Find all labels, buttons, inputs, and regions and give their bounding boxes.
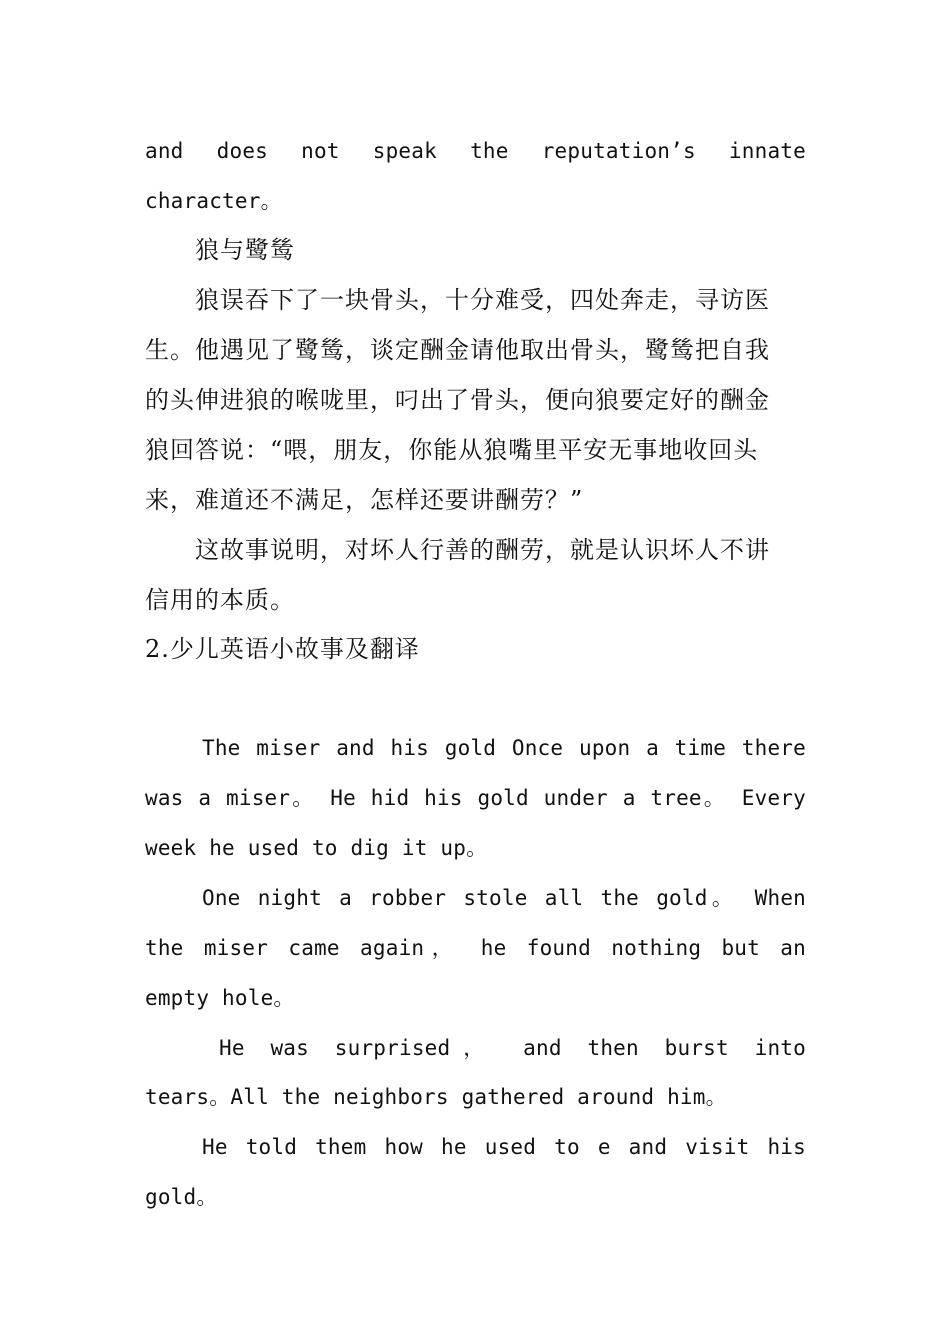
text-line: 这故事说明，对坏人行善的酬劳，就是认识坏人不讲 [195,536,770,564]
text-line: and does not speak the reputation’s innate [145,139,806,163]
text-line: One night a robber stole all the gold。 When [202,886,806,910]
text-line: the miser came again， he found nothing but an [145,936,806,960]
text-line: 的头伸进狼的喉咙里，叼出了骨头，便向狼要定好的酬金 [145,386,770,414]
text-line: 狼误吞下了一块骨头，十分难受，四处奔走，寻访医 [195,286,770,314]
text-line: tears。All the neighbors gathered around him。 [145,1085,727,1109]
text-line: He was surprised， and then burst into [219,1036,806,1060]
text-line: was a miser。 He hid his gold under a tree。 Every [145,786,806,810]
text-line: 来，难道还不满足，怎样还要讲酬劳？” [145,486,584,514]
text-line: 狼回答说：“喂，朋友，你能从狼嘴里平安无事地收回头 [145,436,759,464]
section-title: 狼与鹭鸶 [195,236,295,264]
text-line: empty hole。 [145,986,295,1010]
section-heading: 2.少儿英语小故事及翻译 [145,635,420,663]
text-line: The miser and his gold Once upon a time there [202,736,806,760]
text-line: gold。 [145,1185,218,1209]
text-line: character。 [145,189,282,213]
text-line: He told them how he used to e and visit his [202,1135,806,1159]
text-line: 生。他遇见了鹭鸶，谈定酬金请他取出骨头，鹭鸶把自我 [145,336,770,364]
text-line: 信用的本质。 [145,586,295,614]
text-line: week he used to dig it up。 [145,836,488,860]
